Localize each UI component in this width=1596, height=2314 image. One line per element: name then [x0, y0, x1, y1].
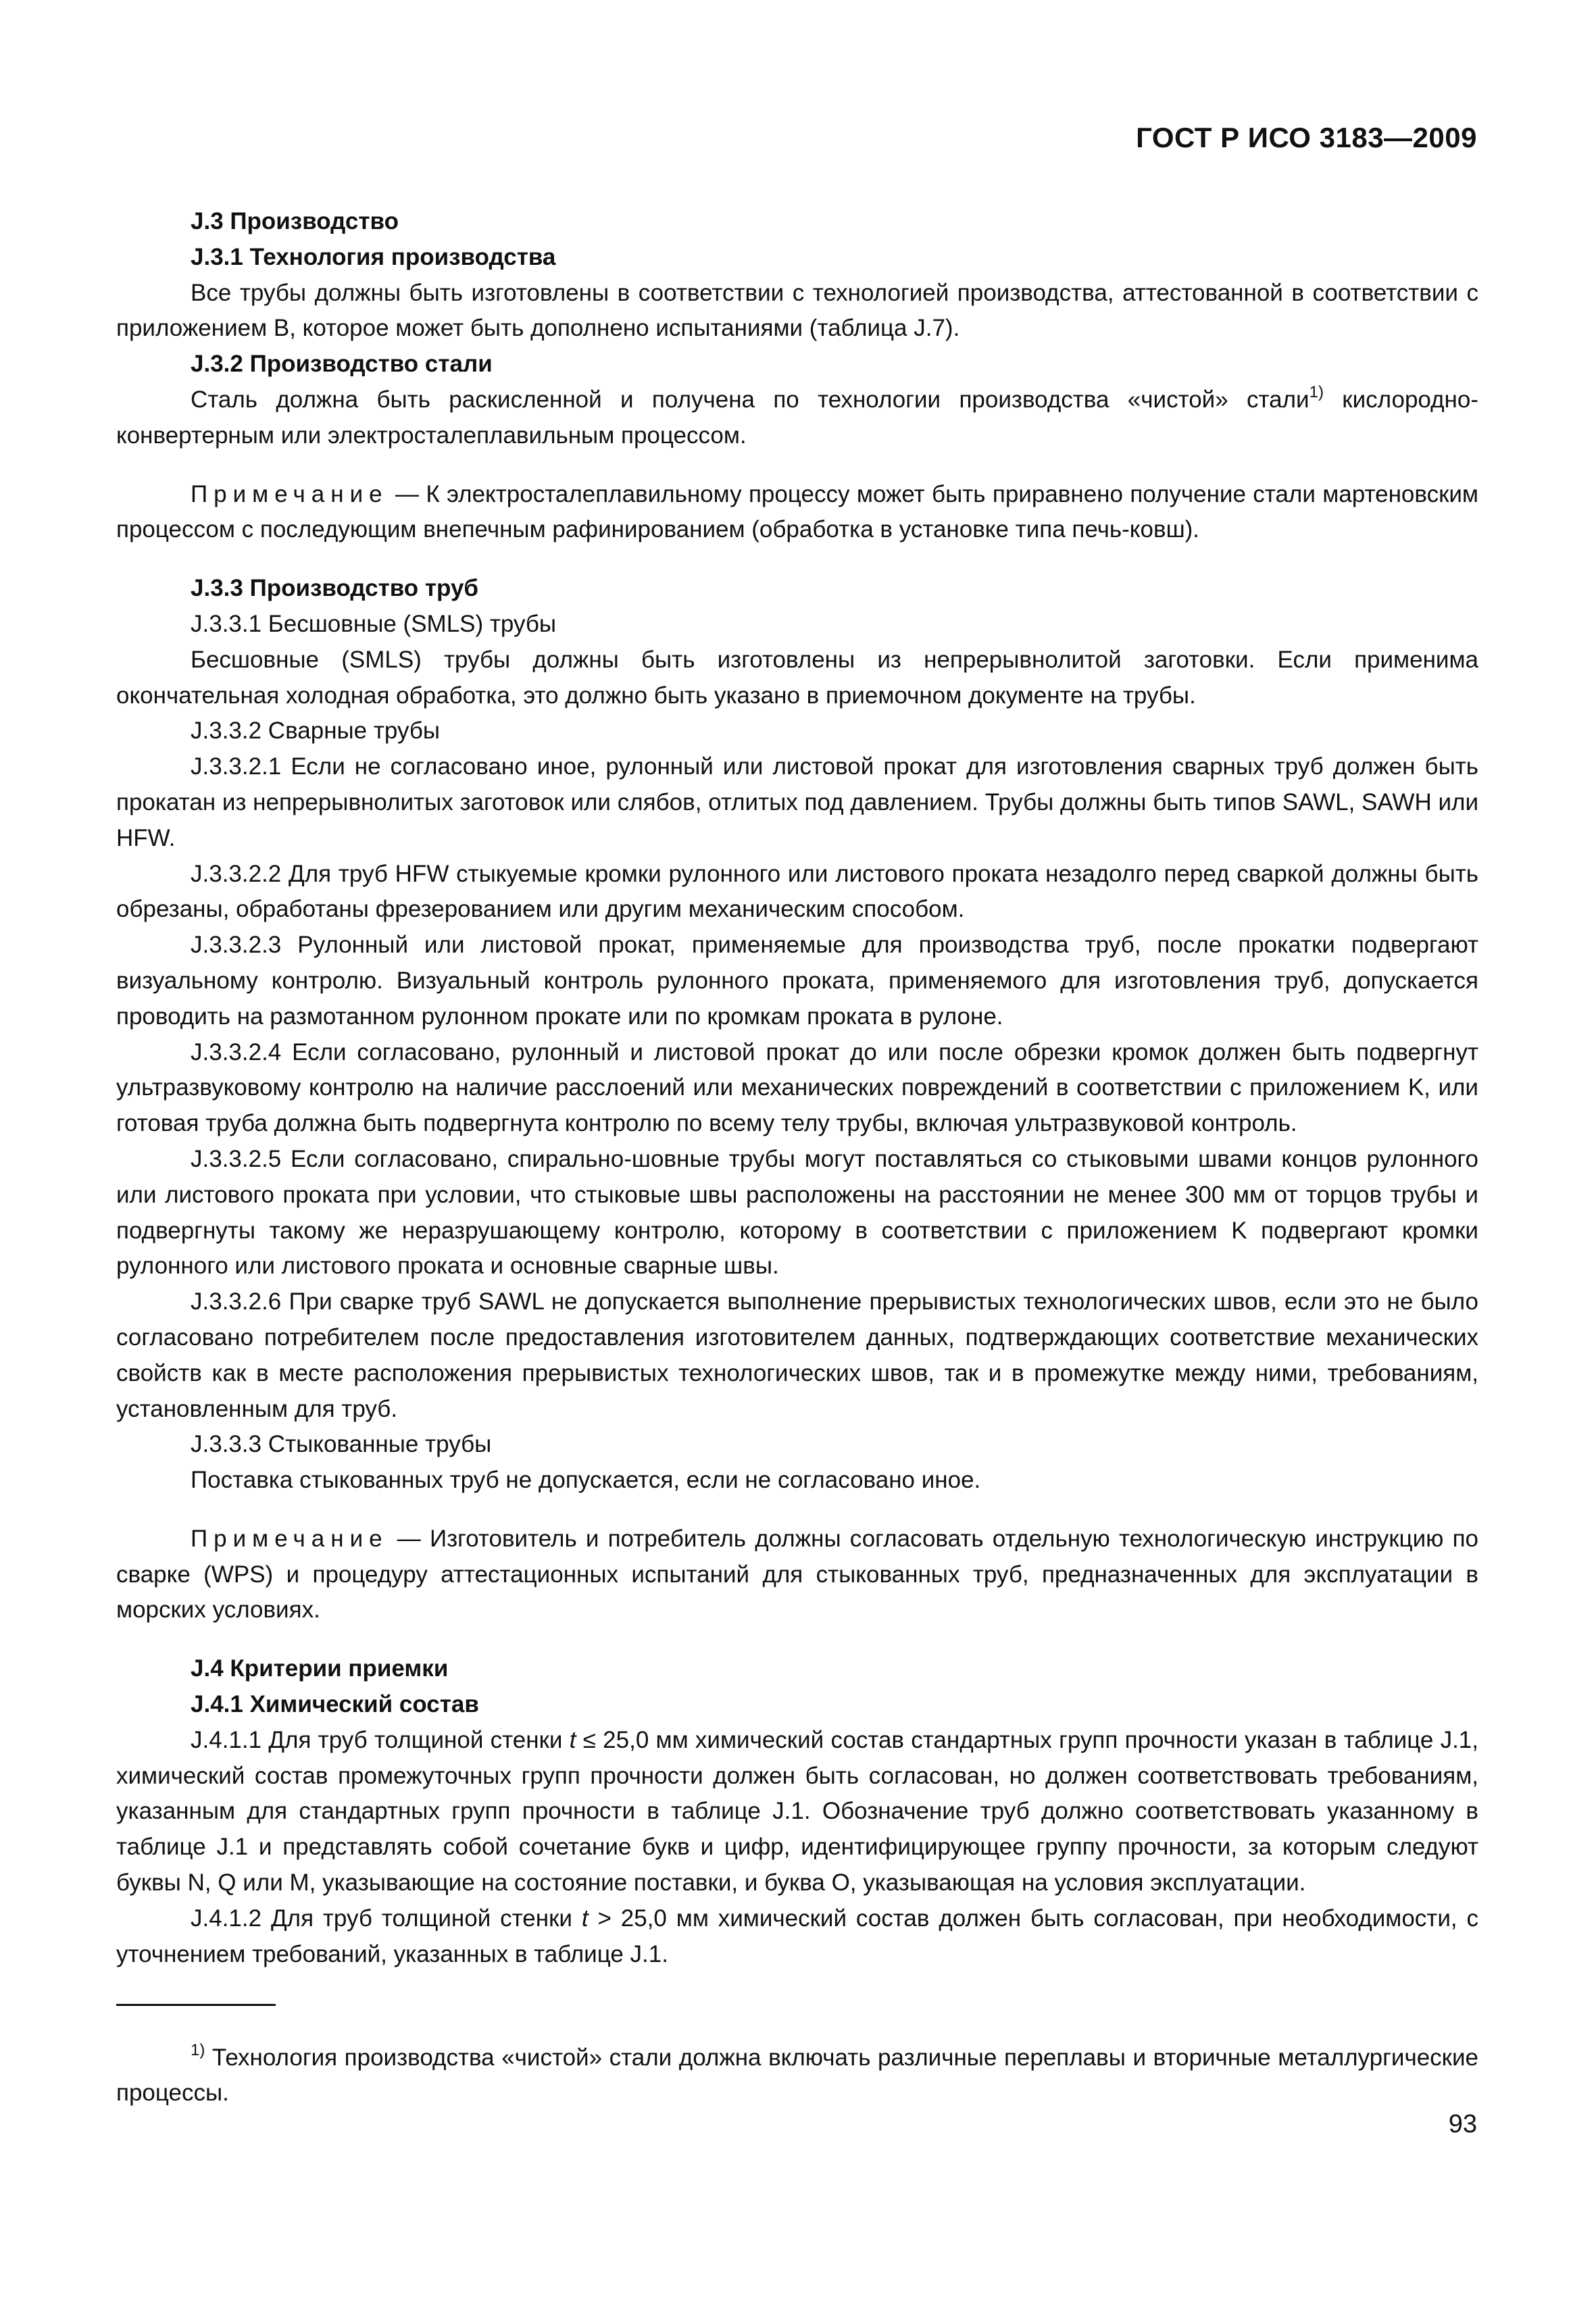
- paragraph-text: > 25,0 мм химический состав должен быть согласован, при необходимости, с уточнением требований, указанных в таблице J.1.: [116, 1905, 1478, 1967]
- paragraph: Поставка стыкованных труб не допускается, если не согласовано иное.: [191, 1467, 981, 1494]
- note-label: Примечание: [191, 1525, 389, 1552]
- section-heading-j3: J.3 Производство: [191, 208, 399, 234]
- paragraph: J.3.3.2.4 Если согласовано, рулонный и листовой прокат до или после обрезки кромок должен быть подвергнут ультразвуковому контролю на наличие расслоений или механических повреждений в соответствии с приложением K, или готовая труба должна быть подвергнута контролю по всему телу трубы, включая ультразвуковой контроль.: [116, 1038, 1478, 1137]
- note-text: — К электросталеплавильному процессу может быть приравнено получение стали мартеновским процессом с последующим внепечным рафинированием (обработка в установке типа печь-ковш).: [116, 480, 1478, 543]
- paragraph: J.3.3.2.6 При сварке труб SAWL не допускается выполнение прерывистых технологических швов, если это не было согласовано потребителем после предоставления изготовителем данных, подтверждающих соответствие механических свойств как в месте расположения прерывистых технологических швов, так и в промежутке между ними, требованиям, установленным для труб.: [116, 1288, 1478, 1422]
- note: [116, 1521, 1478, 1628]
- paragraph: J.3.3.2.2 Для труб HFW стыкуемые кромки рулонного или листового проката незадолго перед сваркой должны быть обрезаны, обработаны фрезерованием или другим механическим способом.: [116, 860, 1478, 923]
- paragraph-text: J.4.1.2 Для труб толщиной стенки: [191, 1905, 582, 1932]
- note-text: — Изготовитель и потребитель должны согласовать отдельную технологическую инструкцию по сварке (WPS) и процедуру аттестационных испытаний для стыкованных труб, предназначенных для эксплуатации в морских условиях.: [116, 1525, 1478, 1624]
- section-heading-j3-2: J.3.2 Производство стали: [191, 351, 493, 378]
- paragraph-text: J.4.1.1 Для труб толщиной стенки: [191, 1726, 570, 1753]
- section-heading-j3-3: J.3.3 Производство труб: [191, 575, 479, 602]
- subsection-title: J.3.3.3 Стыкованные трубы: [191, 1431, 492, 1458]
- paragraph: Бесшовные (SMLS) трубы должны быть изготовлены из непрерывнолитой заготовки. Если применима окончательная холодная обработка, это должно быть указано в приемочном документе на трубы.: [116, 646, 1478, 709]
- footnote-text: Технология производства «чистой» стали должна включать различные переплавы и вторичные металлургические процессы.: [116, 2044, 1478, 2106]
- footnote-divider: [116, 2004, 276, 2006]
- document-code-header: ГОСТ Р ИСО 3183—2009: [1136, 122, 1477, 153]
- italic-symbol: t: [569, 1726, 576, 1753]
- footnote-mark: 1): [191, 2041, 205, 2060]
- paragraph-text: ≤ 25,0 мм химический состав стандартных групп прочности указан в таблице J.1, химический состав промежуточных групп прочности должен быть согласован, но должен соответствовать требованиям, указанным для стандартных групп прочности в таблице J.1. Обозначение труб должно соответствовать указанному в таблице J.1 и представлять собой сочетание букв и цифр, идентифицирующее группу прочности, за которым следуют буквы N, Q или M, указывающие на состояние поставки, и буква O, указывающая на условия эксплуатации.: [116, 1726, 1478, 1896]
- footnote: [116, 2040, 1478, 2111]
- note: [116, 477, 1478, 549]
- paragraph: J.3.3.2.3 Рулонный или листовой прокат, применяемые для производства труб, после прокатки подвергают визуальному контролю. Визуальный контроль рулонного проката, применяемого для изготовления труб, допускается проводить на размотанном рулонном прокате или по кромкам проката в рулоне.: [116, 932, 1478, 1030]
- section-heading-j4: J.4 Критерии приемки: [191, 1655, 449, 1682]
- paragraph-text: кислородно-конвертерным или электросталеплавильным процессом.: [116, 386, 1478, 449]
- page-number: 93: [1448, 2110, 1477, 2138]
- document-body: [116, 204, 1478, 1972]
- paragraph-with-footnote-ref: [116, 382, 1478, 454]
- paragraph: J.3.3.2.1 Если не согласовано иное, рулонный или листовой прокат для изготовления сварных труб должен быть прокатан из непрерывнолитых заготовок или слябов, отлитых под давлением. Трубы должны быть типов SAWL, SAWH или HFW.: [116, 753, 1478, 851]
- paragraph: [116, 1723, 1478, 1901]
- paragraph: [116, 1901, 1478, 1973]
- section-heading-j4-1: J.4.1 Химический состав: [191, 1691, 479, 1718]
- note-label: Примечание: [191, 480, 389, 507]
- subsection-title: J.3.3.2 Сварные трубы: [191, 718, 441, 745]
- paragraph-text: Сталь должна быть раскисленной и получена по технологии производства «чистой» стали: [191, 386, 1310, 413]
- paragraph: J.3.3.2.5 Если согласовано, спирально-шовные трубы могут поставляться со стыковыми швами концов рулонного или листового проката при условии, что стыковые швы расположены на расстоянии не менее 300 мм от торцов трубы и подвергнуты такому же неразрушающему контролю, которому в соответствии с приложением K подвергают кромки рулонного или листового проката и основные сварные швы.: [116, 1145, 1478, 1280]
- subsection-title: J.3.3.1 Бесшовные (SMLS) трубы: [191, 610, 557, 637]
- paragraph: Все трубы должны быть изготовлены в соответствии с технологией производства, аттестованной в соответствии с приложением B, которое может быть дополнено испытаниями (таблица J.7).: [116, 279, 1478, 342]
- italic-symbol: t: [581, 1905, 589, 1932]
- section-heading-j3-1: J.3.1 Технология производства: [191, 243, 556, 270]
- footnote-reference: 1): [1309, 383, 1324, 402]
